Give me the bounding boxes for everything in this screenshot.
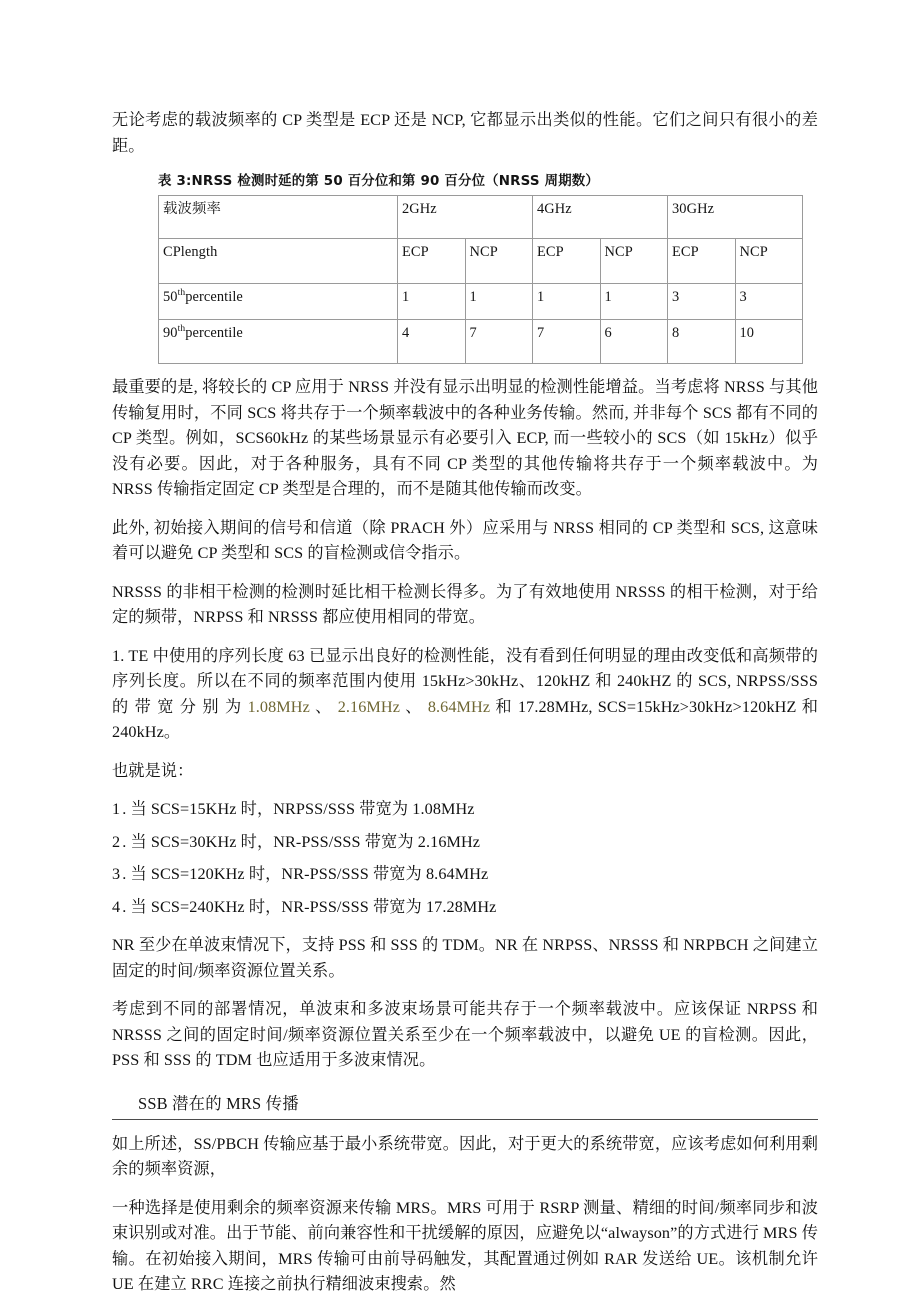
list-item [112,862,818,888]
percentile-number: 50 [163,289,178,305]
cell-p90-3: 6 [600,320,668,364]
cell-frequency-2ghz: 2GHz [398,196,533,239]
seqlen-text-part2: 和 17.28MHz, SCS=15kHz>30kHz>120kHZ 和 240kHz。 [112,697,818,741]
bandwidth-list [112,797,818,920]
document-content [112,108,818,1305]
table-wrapper [112,195,818,364]
list-item [112,830,818,856]
cell-cp-type-3: NCP [600,239,668,284]
bandwidth-value-1: 1.08MHz [247,697,310,716]
percentile-suffix: th [177,288,186,299]
cell-cp-type-0: ECP [398,239,466,284]
spacer [112,1081,818,1092]
cell-90th-percentile-label [159,320,398,364]
intro-paragraph: 无论考虑的载波频率的 CP 类型是 ECP 还是 NCP, 它都显示出类似的性能。它们之间只有很小的差距。 [112,111,818,155]
seqlen-separator-2: 、 [400,697,428,716]
detection-latency-table [158,195,803,364]
cell-p50-3: 1 [600,284,668,320]
spacer [112,364,818,375]
cell-p50-5: 3 [735,284,803,320]
cell-p90-4: 8 [668,320,736,364]
list-item-number: 3 [112,865,121,883]
list-item-number: 2 [112,832,121,851]
table-row-cp-length [159,239,803,284]
list-item [112,895,818,921]
table-row-50th-percentile [159,284,803,320]
cell-cp-type-4: ECP [668,239,736,284]
section-heading-ssb-mrs: SSB 潜在的 MRS 传播 [138,1093,299,1113]
cell-p50-2: 1 [533,284,601,320]
percentile-number: 90 [163,325,178,341]
paragraph-mrs-transmission: 一种选择是使用剩余的频率资源来传输 MRS。MRS 可用于 RSRP 测量、精细的时间/频率同步和波束识别或对准。出于节能、前向兼容性和干扰缓解的原因，应避免以“alwayson”的方式进行 MRS 传输。在初始接入期间，MRS 传输可由前导码触发，其配置通过例如 RAR 发送给 UE。该机制允许 UE 在建立 RRC 连接之前执行精细波束搜索。然 [112,1198,818,1293]
cell-p50-4: 3 [668,284,736,320]
paragraph-tdm: NR 至少在单波束情况下，支持 PSS 和 SSS 的 TDM。NR 在 NRPSS、NRSSS 和 NRPBCH 之间建立固定的时间/频率资源位置关系。 [112,936,818,980]
cell-carrier-frequency-label: 载波频率 [159,196,398,239]
table-row-90th-percentile [159,320,803,364]
table-row-frequency [159,196,803,239]
list-item-number: 1 [112,800,121,818]
cell-p90-2: 7 [533,320,601,364]
list-item-number: 4 [112,897,121,916]
seqlen-text-part1: 1. TE 中使用的序列长度 63 已显示出良好的检测性能，没有看到任何明显的理由改变低和高频带的序列长度。所以在不同的频率范围内使用 15kHz>30kHz、120kHZ 和 240kHZ 的 SCS, NRPSS/SSS 的 带 宽 分 别 为 [112,646,818,716]
cell-frequency-4ghz: 4GHz [533,196,668,239]
cell-p90-5: 10 [735,320,803,364]
paragraph-noncoherent-detection: NRSSS 的非相干检测的检测时延比相干检测长得多。为了有效地使用 NRSSS 的相干检测，对于给定的频带，NRPSS 和 NRSSS 都应使用相同的带宽。 [112,582,818,626]
percentile-suffix: th [177,324,186,335]
percentile-word: percentile [185,289,243,305]
cell-50th-percentile-label [159,284,398,320]
cell-p50-0: 1 [398,284,466,320]
seqlen-separator-1: 、 [309,697,338,716]
paragraph-ssb-pbch: 如上所述，SS/PBCH 传输应基于最小系统带宽。因此，对于更大的系统带宽，应该考虑如何利用剩余的频率资源， [112,1134,818,1178]
bandwidth-value-2: 2.16MHz [337,697,400,716]
cell-p90-0: 4 [398,320,466,364]
cell-p50-1: 1 [465,284,533,320]
percentile-word: percentile [185,325,243,341]
that-is-label: 也就是说： [112,761,194,780]
list-item [112,797,818,823]
list-item-label: . 当 SCS=15KHz 时，NRPSS/SSS 带宽为 1.08MHz [122,800,475,818]
paragraph-initial-access: 此外, 初始接入期间的信号和信道（除 PRACH 外）应采用与 NRSS 相同的 CP 类型和 SCS, 这意味着可以避免 CP 类型和 SCS 的盲检测或信令指示。 [112,518,818,562]
bandwidth-value-3: 8.64MHz [427,697,491,716]
cell-p90-1: 7 [465,320,533,364]
paragraph-deployment: 考虑到不同的部署情况，单波束和多波束场景可能共存于一个频率载波中。应该保证 NRPSS 和 NRSSS 之间的固定时间/频率资源位置关系至少在一个频率载波中，以避免 UE 的盲检测。因此，PSS 和 SSS 的 TDM 也应适用于多波束情况。 [112,1000,818,1069]
list-item-label: . 当 SCS=240KHz 时，NR-PSS/SSS 带宽为 17.28MHz [122,897,497,916]
paragraph-cp-type: 最重要的是, 将较长的 CP 应用于 NRSS 并没有显示出明显的检测性能增益。当考虑将 NRSS 与其他传输复用时，不同 SCS 将共存于一个频率载波中的各种业务传输。然而, 并非每个 SCS 都有不同的 CP 类型。例如，SCS60kHz 的某些场景显示有必要引入 ECP, 而一些较小的 SCS（如 15kHz）似乎没有必要。因此，对于各种服务，具有不同 CP 类型的其他传输将共存于一个频率载波中。为 NRSS 传输指定固定 CP 类型是合理的，而不是随其他传输而改变。 [112,378,818,498]
cell-cp-type-2: ECP [533,239,601,284]
cell-cp-type-5: NCP [735,239,803,284]
cell-frequency-30ghz: 30GHz [668,196,803,239]
cell-cp-length-label: CPlength [159,239,398,284]
list-item-label: . 当 SCS=30KHz 时，NR-PSS/SSS 带宽为 2.16MHz [122,832,481,851]
list-item-label: . 当 SCS=120KHz 时，NR-PSS/SSS 带宽为 8.64MHz [122,865,489,883]
paragraph-sequence-length [112,644,818,746]
section-divider [112,1119,818,1120]
cell-cp-type-1: NCP [465,239,533,284]
table-caption: 表 3:NRSS 检测时延的第 50 百分位和第 90 百分位（NRSS 周期数） [158,174,599,189]
